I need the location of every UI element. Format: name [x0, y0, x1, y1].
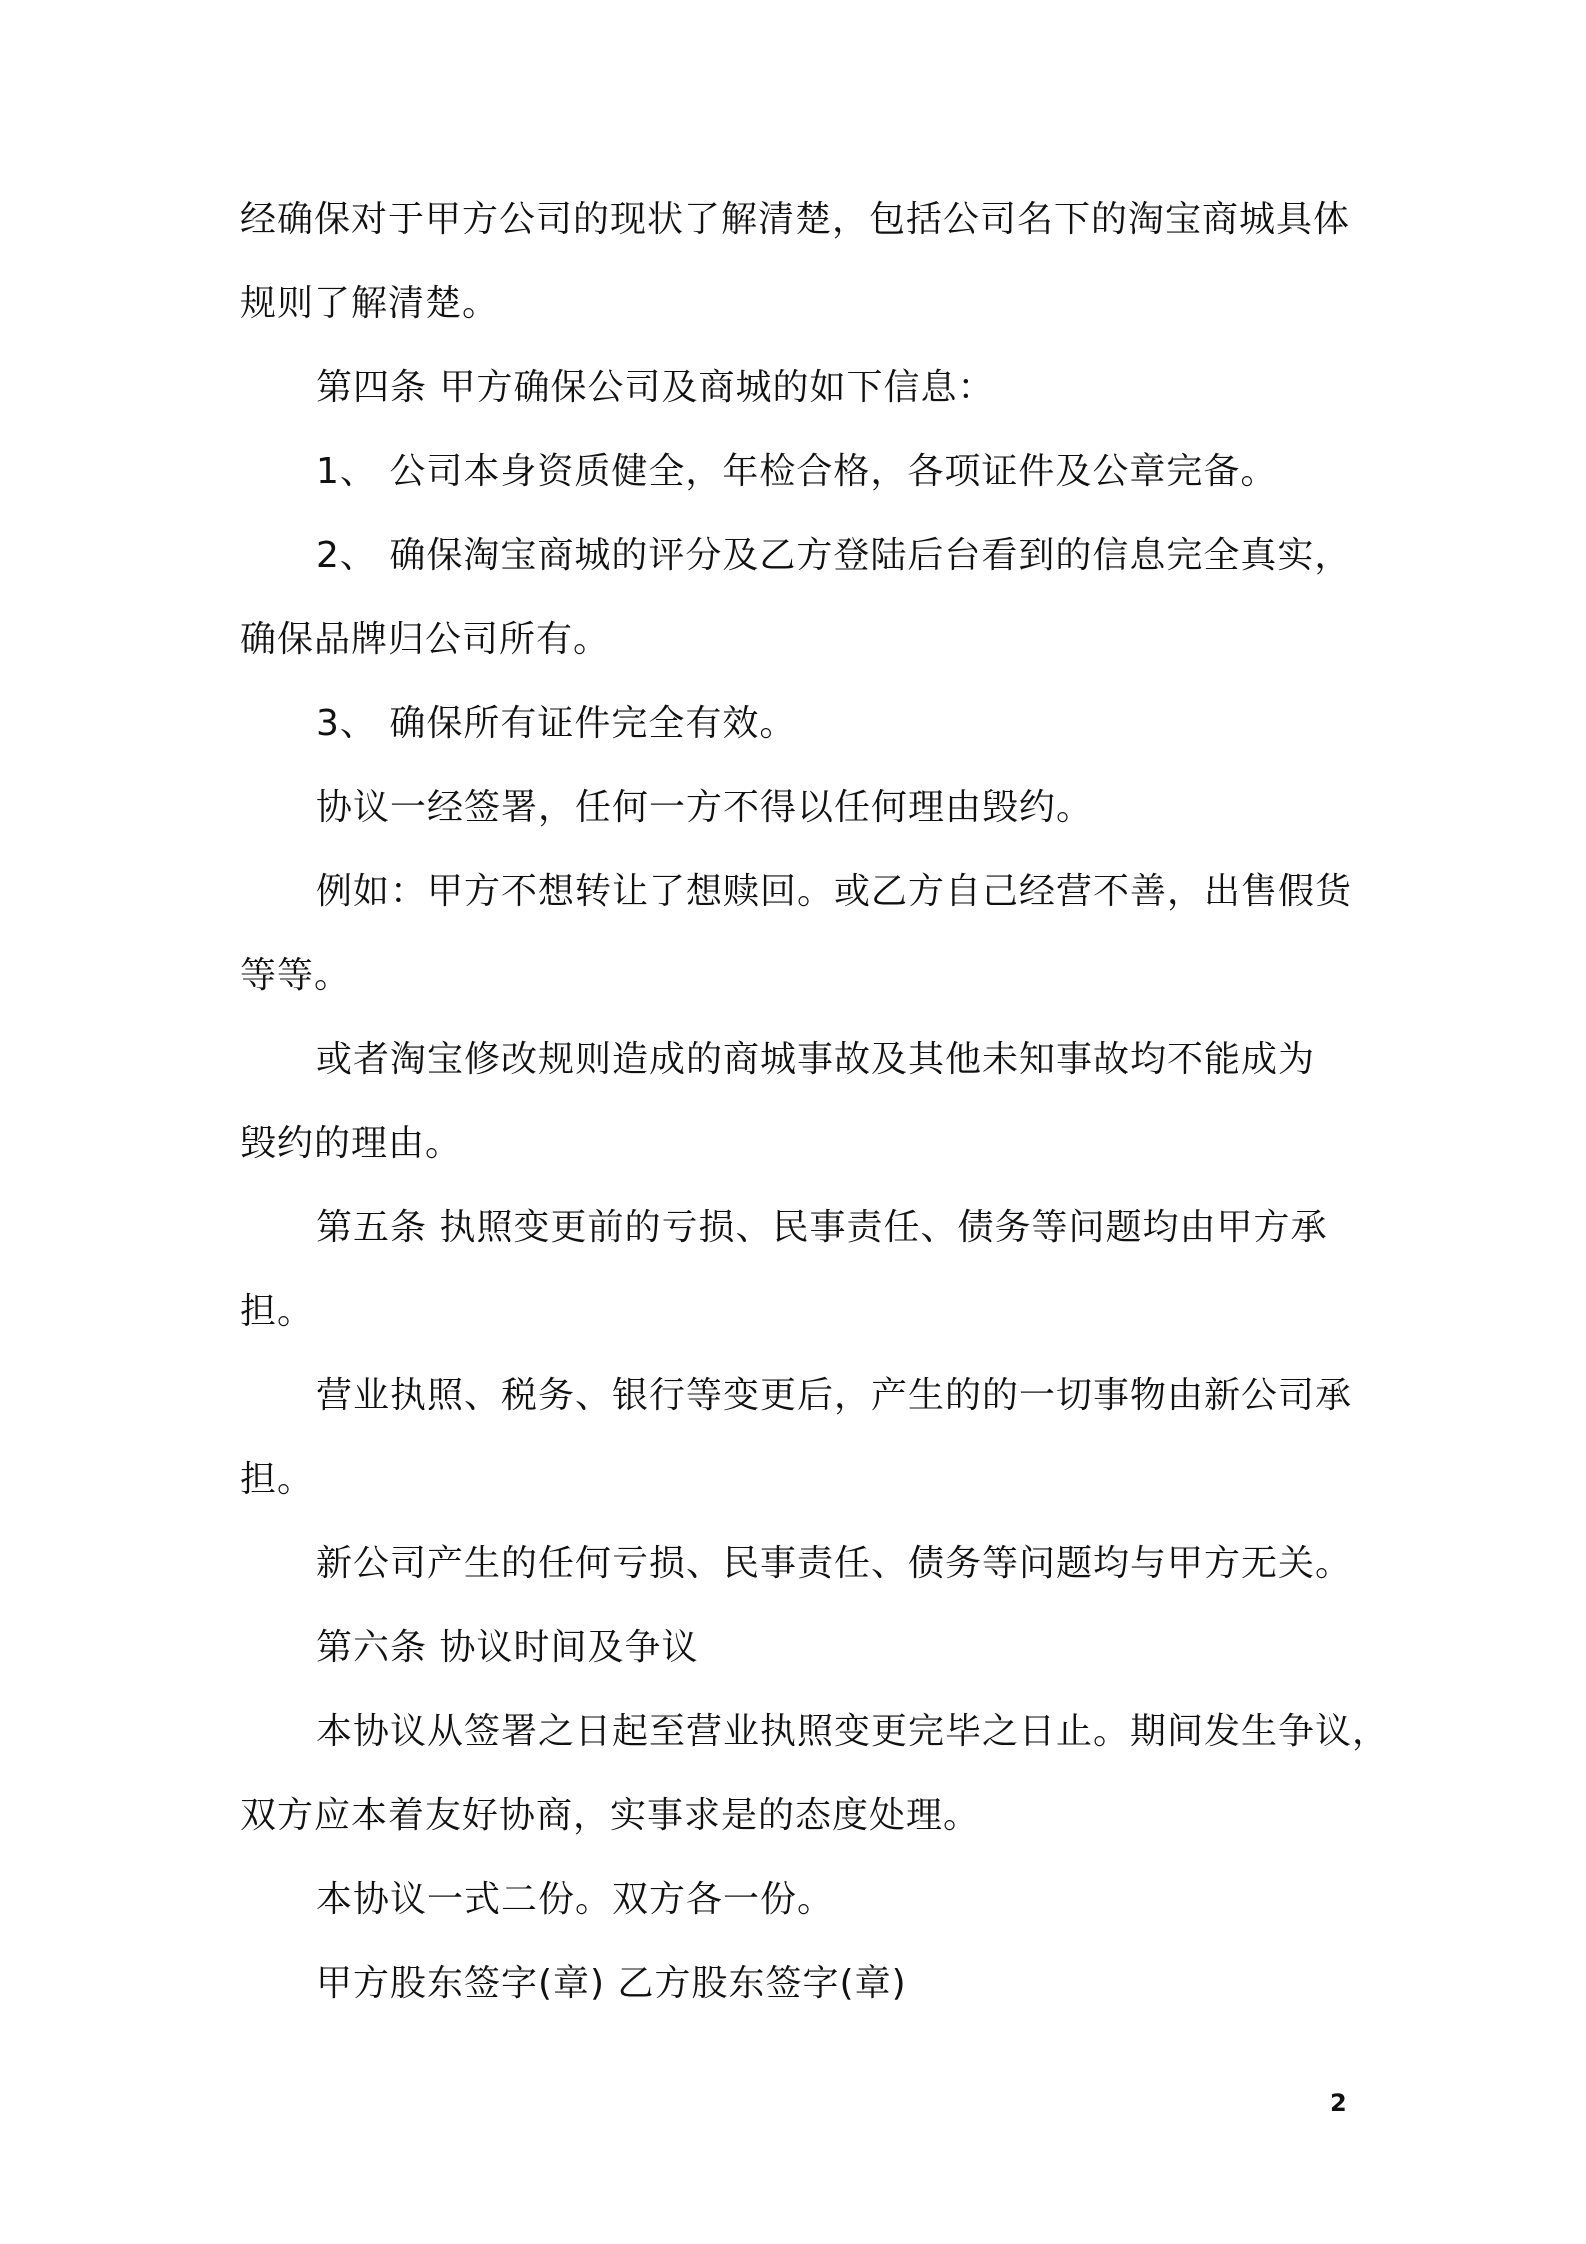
- paragraph-example: 例如：甲方不想转让了想赎回。或乙方自己经营不善，出售假货: [316, 871, 1353, 912]
- list-item-2-continuation: 确保品牌归公司所有。: [240, 619, 611, 660]
- paragraph-new-company: 新公司产生的任何亏损、民事责任、债务等问题均与甲方无关。: [316, 1543, 1353, 1584]
- list-item-1: 1、 公司本身资质健全，年检合格，各项证件及公章完备。: [316, 451, 1278, 492]
- list-item-2: 2、 确保淘宝商城的评分及乙方登陆后台看到的信息完全真实，: [316, 535, 1352, 576]
- paragraph-agreement-term-continuation: 双方应本着友好协商，实事求是的态度处理。: [240, 1795, 981, 1836]
- paragraph-example-continuation: 等等。: [240, 955, 352, 996]
- article-6-heading: 第六条 协议时间及争议: [316, 1627, 699, 1668]
- article-5-continuation: 担。: [240, 1291, 315, 1332]
- text-line-continuation: 规则了解清楚。: [240, 283, 500, 324]
- paragraph-taobao-rules: 或者淘宝修改规则造成的商城事故及其他未知事故均不能成为: [316, 1039, 1316, 1080]
- paragraph-copies: 本协议一式二份。双方各一份。: [316, 1879, 835, 1920]
- paragraph-after-change-continuation: 担。: [240, 1459, 315, 1500]
- list-item-3: 3、 确保所有证件完全有效。: [316, 703, 797, 744]
- text-line-continuation: 经确保对于甲方公司的现状了解清楚，包括公司名下的淘宝商城具体: [240, 199, 1351, 240]
- article-5-heading: 第五条 执照变更前的亏损、民事责任、债务等问题均由甲方承: [316, 1207, 1328, 1248]
- article-4-heading: 第四条 甲方确保公司及商城的如下信息：: [316, 367, 995, 408]
- paragraph-taobao-rules-continuation: 毁约的理由。: [240, 1123, 463, 1164]
- signature-line: 甲方股东签字(章) 乙方股东签字(章): [316, 1963, 907, 2004]
- paragraph-no-breach: 协议一经签署，任何一方不得以任何理由毁约。: [316, 787, 1094, 828]
- paragraph-after-change: 营业执照、税务、银行等变更后，产生的的一切事物由新公司承: [316, 1375, 1353, 1416]
- paragraph-agreement-term: 本协议从签署之日起至营业执照变更完毕之日止。期间发生争议，: [316, 1711, 1390, 1752]
- page-number: 2: [1330, 2089, 1347, 2117]
